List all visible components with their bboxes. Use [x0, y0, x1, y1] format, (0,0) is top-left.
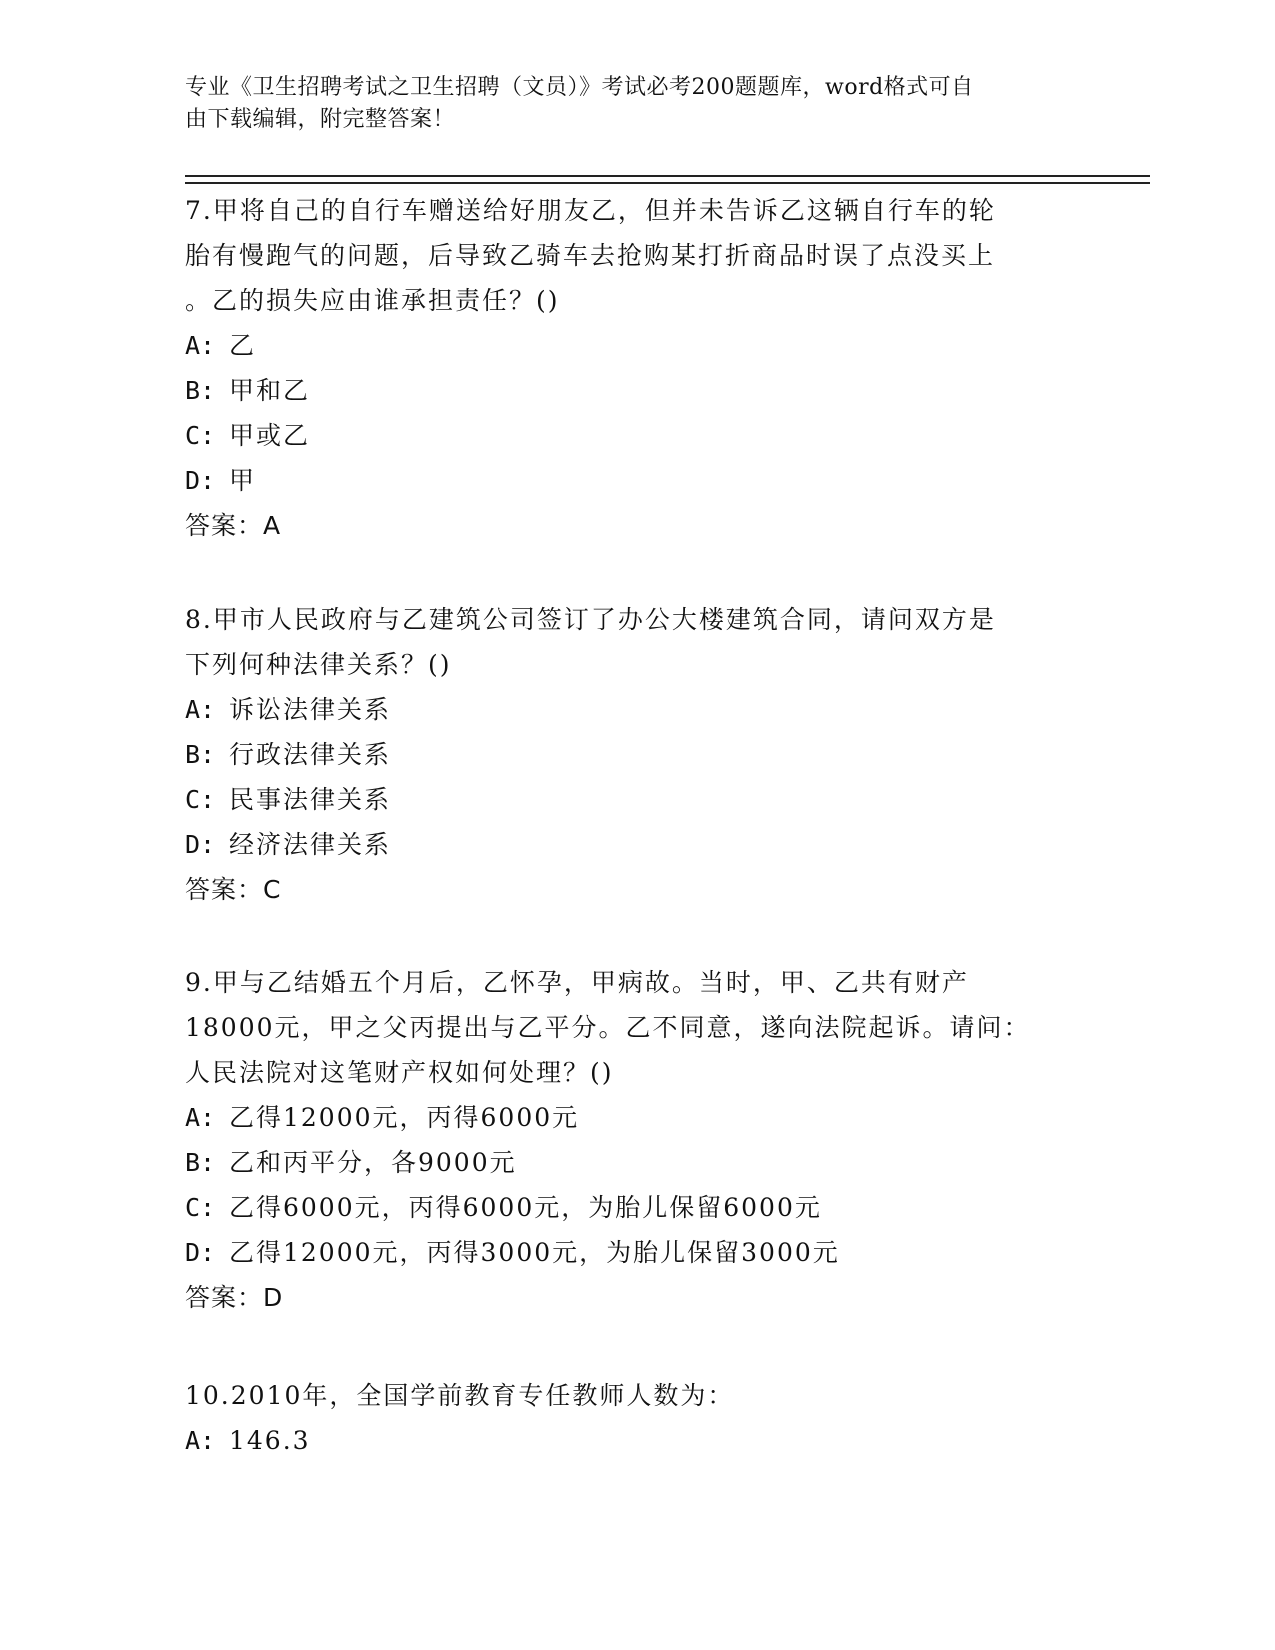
option-b [185, 1140, 1085, 1185]
option-letter: A: [185, 695, 216, 724]
option-a [185, 1418, 1085, 1463]
option-letter: A: [185, 1103, 216, 1132]
option-text: 甲 [229, 466, 257, 495]
option-letter: C: [185, 421, 216, 450]
option-letter: D: [185, 830, 216, 859]
question-text-line: 人民法院对这笔财产权如何处理？() [185, 1058, 614, 1087]
option-d [185, 822, 1085, 867]
option-d [185, 1230, 1085, 1275]
option-text: 甲或乙 [229, 421, 311, 450]
header-divider-top [185, 175, 1150, 177]
option-text: 诉讼法律关系 [229, 695, 392, 724]
option-text: 甲和乙 [229, 376, 311, 405]
answer-line: 答案：D [185, 1283, 284, 1312]
option-d [185, 458, 1085, 503]
option-a [185, 687, 1085, 732]
option-letter: B: [185, 740, 216, 769]
question-8 [185, 597, 1085, 912]
option-text: 乙和丙平分，各9000元 [229, 1148, 517, 1177]
option-text: 经济法律关系 [229, 830, 392, 859]
option-b [185, 368, 1085, 413]
option-text: 乙得6000元，丙得6000元，为胎儿保留6000元 [229, 1193, 822, 1222]
option-letter: B: [185, 376, 216, 405]
option-a [185, 1095, 1085, 1140]
option-letter: A: [185, 331, 216, 360]
question-text-line: 下列何种法律关系？() [185, 650, 452, 679]
header-divider-bottom [185, 182, 1150, 184]
question-9 [185, 960, 1085, 1320]
question-text-line: 7.甲将自己的自行车赠送给好朋友乙，但并未告诉乙这辆自行车的轮 [185, 196, 996, 225]
option-letter: D: [185, 466, 216, 495]
option-text: 乙得12000元，丙得6000元 [229, 1103, 580, 1132]
option-c [185, 777, 1085, 822]
option-letter: D: [185, 1238, 216, 1267]
option-text: 行政法律关系 [229, 740, 392, 769]
option-letter: A: [185, 1426, 216, 1455]
answer-line: 答案：A [185, 511, 282, 540]
option-a [185, 323, 1085, 368]
option-letter: C: [185, 1193, 216, 1222]
option-letter: B: [185, 1148, 216, 1177]
document-header [185, 72, 1070, 136]
question-10 [185, 1373, 1085, 1463]
option-c [185, 1185, 1085, 1230]
option-b [185, 732, 1085, 777]
option-c [185, 413, 1085, 458]
question-7 [185, 188, 1085, 548]
header-line-1: 专业《卫生招聘考试之卫生招聘（文员）》考试必考200题题库，word格式可自 [185, 75, 974, 100]
option-text: 民事法律关系 [229, 785, 392, 814]
question-text-line: 9.甲与乙结婚五个月后，乙怀孕，甲病故。当时，甲、乙共有财产 [185, 968, 969, 997]
option-text: 146.3 [229, 1426, 311, 1455]
question-text-line: 胎有慢跑气的问题，后导致乙骑车去抢购某打折商品时误了点没买上 [185, 241, 996, 270]
header-line-2: 由下载编辑，附完整答案！ [185, 107, 456, 132]
option-text: 乙 [229, 331, 257, 360]
option-letter: C: [185, 785, 216, 814]
option-text: 乙得12000元，丙得3000元，为胎儿保留3000元 [229, 1238, 840, 1267]
question-text-line: 18000元，甲之父丙提出与乙平分。乙不同意，遂向法院起诉。请问： [185, 1013, 1031, 1042]
question-text-line: 。乙的损失应由谁承担责任？() [185, 286, 560, 315]
question-text-line: 10.2010年，全国学前教育专任教师人数为： [185, 1381, 735, 1410]
answer-line: 答案：C [185, 875, 282, 904]
question-text-line: 8.甲市人民政府与乙建筑公司签订了办公大楼建筑合同，请问双方是 [185, 605, 996, 634]
